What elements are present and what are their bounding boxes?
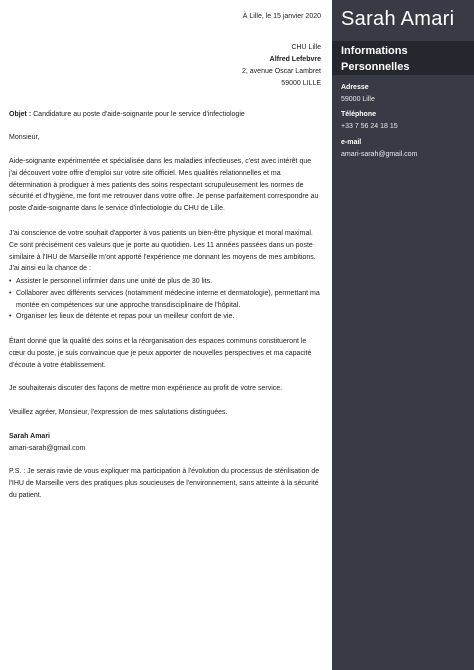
section-title-line-1: Informations (341, 45, 408, 57)
sender-name: Sarah Amari (341, 8, 455, 30)
recipient-city: 59000 LILLE (281, 80, 321, 87)
subject-label: Objet : (9, 111, 32, 118)
phone-label: Téléphone (341, 111, 377, 118)
email-value: amari-sarah@gmail.com (341, 151, 418, 158)
postscript: P.S. : Je serais ravie de vous expliquer ma participation à l'évolution du processus de stérilisation de l'IHU de Marseille vers des pratiques plus soucieuses de l'environnement, sans atteinte à la sécurité du patient. (9, 468, 320, 499)
place-date: À Lille, le 15 janvier 2020 (242, 13, 321, 20)
recipient-name: Alfred Lefebvre (269, 56, 321, 63)
list-item: • Organiser les lieux de détente et repas pour un meilleur confort de vie. (9, 313, 235, 321)
recipient-org: CHU Lille (291, 44, 321, 51)
paragraph-experience: J'ai conscience de votre souhait d'apporter à vos patients un bien-être physique et moral maximal. Ce sont précisément ces valeurs que je porte au quotidien. Les 11 années passées dans un poste similaire à l'IHU de Marseille m'ont apporté l'expérience me donnant les moyens de mes ambitions. J'ai ainsi eu la chance de : (9, 230, 316, 273)
section-title-line-2: Personnelles (341, 61, 410, 73)
achievement-list (9, 276, 321, 323)
paragraph-motivation: Étant donné que la qualité des soins et la réorganisation des espaces communs constitueront le cœur du poste, je suis convaincue que je peux apporter de nouvelles perspectives et ma capacité d'écoute à votre établissement. (9, 338, 312, 369)
signature-email: amari-sarah@gmail.com (9, 445, 86, 452)
section-header-personal-info (332, 41, 474, 75)
email-label: e-mail (341, 139, 362, 146)
paragraph-intro: Aide-soignante expérimentée et spécialisée dans les maladies infectieuses, c'est avec intérêt que j'ai découvert votre offre d'emploi sur votre site officiel. Mes qualités relationnelles et ma détermination à prodiguer à mes patients des soins respectant scrupuleusement les normes de sécurité et d'hygiène, me font me retrouver dans votre offre. Je pense parfaitement correspondre au poste d'aide-soignante dans le service d'infectiologie du CHU de Lille. (9, 158, 319, 213)
signature-name: Sarah Amari (9, 433, 50, 440)
list-item: • Assister le personnel infirmier dans une unité de plus de 30 lits. (9, 278, 213, 285)
list-item: • Collaborer avec différents services (notamment médecine interne et dermatologie), permettant ma montée en compétences sur une approche transdisciplinaire de l'hôpital. (9, 289, 320, 309)
phone-value: +33 7 56 24 18 15 (341, 123, 398, 130)
salutation: Monsieur, (9, 134, 40, 141)
address-label: Adresse (341, 84, 369, 91)
recipient-street: 2, avenue Oscar Lambret (242, 68, 321, 75)
paragraph-discussion: Je souhaiterais discuter des façons de mettre mon expérience au profit de votre service. (9, 385, 283, 392)
closing-formula: Veuillez agréer, Monsieur, l'expression de mes salutations distinguées. (9, 409, 228, 416)
subject-text: Candidature au poste d'aide-soignante pour le service d'infectiologie (31, 111, 245, 118)
address-value: 59000 Lille (341, 96, 375, 103)
subject-line (9, 109, 321, 121)
section-title (341, 43, 409, 75)
